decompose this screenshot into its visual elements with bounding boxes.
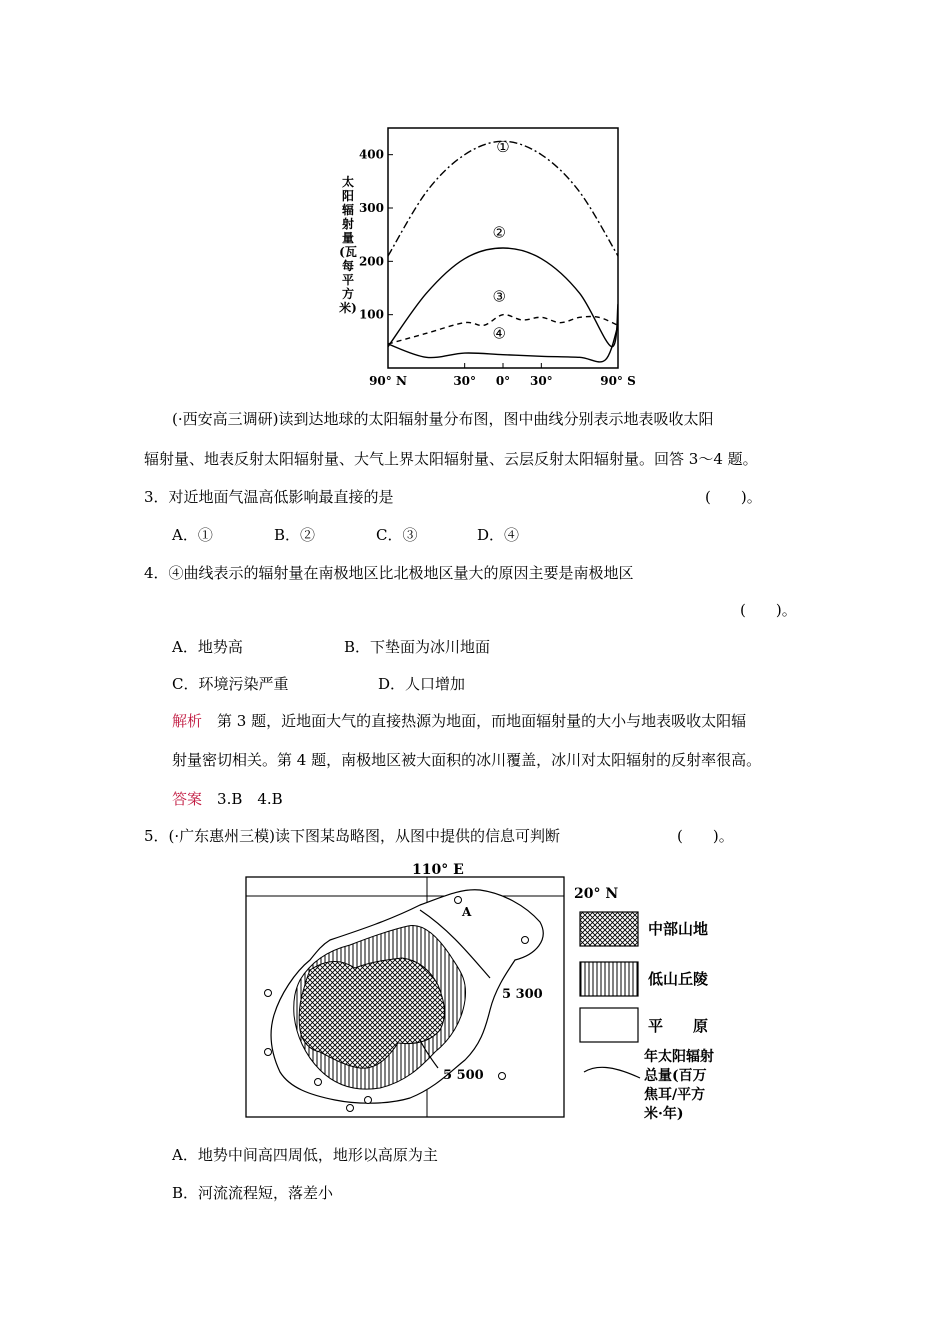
answer-line [172,789,283,809]
longitude-label: 110° E [412,862,464,878]
radiation-chart [330,122,640,394]
legend-isoline-label-2: 总量(百万 [644,1068,707,1084]
x-tick-label: 30° [529,374,553,388]
analysis-line2: 射量密切相关。第 4 题，南极地区被大面积的冰川覆盖，冰川对太阳辐射的反射率很高。 [172,751,762,769]
legend-plain-label: 平 原 [648,1017,709,1035]
y-title-char: 米) [339,301,357,315]
legend-mountain-label: 中部山地 [648,920,709,938]
q5-option-a: A．地势中间高四周低，地形以高原为主 [172,1146,438,1164]
q4-bracket: ( )。 [740,601,797,619]
y-title-char: 阳 [341,189,355,203]
legend-isoline-sample [584,1067,640,1078]
y-title-char: (瓦 [339,245,357,259]
legend-hills-swatch [580,962,638,996]
q3-option-a: A．① [172,526,213,544]
y-title-char: 每 [341,259,355,273]
curve-label-3: ③ [492,287,506,306]
analysis-line1 [172,711,746,731]
curve-label-1: ① [496,138,510,156]
y-tick-label: 100 [358,307,384,322]
y-title-char: 射 [341,217,355,231]
curve-labels [492,138,509,343]
latitude-label: 20° N [574,886,619,902]
y-tick-label: 400 [358,147,384,162]
legend-mountain-swatch [580,912,638,946]
x-tick-label: 0° [495,374,511,388]
iso-5300-label: 5 300 [502,987,543,1002]
legend-hills-label: 低山丘陵 [648,970,709,988]
q-intro-line2: 辐射量、地表反射太阳辐射量、大气上界太阳辐射量、云层反射太阳辐射量。回答 3～4 题。 [144,450,758,468]
q5-stem: 5．(·广东惠州三模)读下图某岛略图，从图中提供的信息可判断 [144,827,561,845]
q4-stem: 4．④曲线表示的辐射量在南极地区比北极地区量大的原因主要是南极地区 [144,564,634,582]
iso-5500-label: 5 500 [443,1068,484,1083]
q3-stem: 3．对近地面气温高低影响最直接的是 [144,488,394,506]
x-axis-ticks [369,363,636,388]
q4-option-d: D．人口增加 [378,675,466,693]
answer-label: 答案 [172,790,203,808]
curve-label-4: ④ [492,324,506,343]
answer-text: 3.B 4.B [217,790,283,808]
q4-option-c: C．环境污染严重 [172,675,289,693]
legend-isoline-label-1: 年太阳辐射 [644,1049,714,1065]
y-title-char: 量 [341,231,355,245]
legend-isoline-label-3: 焦耳/平方 [644,1087,706,1103]
q5-bracket: ( )。 [677,827,734,845]
q-intro-line1: (·西安高三调研)读到达地球的太阳辐射量分布图，图中曲线分别表示地表吸收太阳 [172,410,714,428]
y-axis-title [338,174,357,315]
legend-plain-swatch [580,1008,638,1042]
q3-bracket: ( )。 [705,488,762,506]
curve-label-2: ② [492,223,506,242]
q4-option-a: A．地势高 [172,638,243,656]
q3-option-c: C．③ [376,526,418,544]
y-tick-label: 300 [358,201,384,215]
q4-option-b: B．下垫面为冰川地面 [344,638,491,656]
y-title-char: 平 [341,273,355,287]
q3-option-d: D．④ [477,526,520,544]
q5-option-b: B．河流流程短，落差小 [172,1184,334,1202]
point-a-label: A [462,905,472,919]
q3-option-b: B．② [274,526,316,544]
x-tick-label: 90° S [600,374,636,388]
y-title-char: 辐 [341,203,355,217]
y-title-char: 太 [341,175,355,189]
island-map [240,860,720,1125]
analysis-label: 解析 [172,712,203,730]
legend-isoline-label-4: 米·年) [644,1106,684,1122]
y-tick-label: 200 [358,254,384,269]
x-tick-label: 30° [453,374,477,388]
x-tick-label: 90° N [369,374,407,388]
y-title-char: 方 [341,287,355,301]
analysis-text1: 第 3 题，近地面大气的直接热源为地面，而地面辐射量的大小与地表吸收太阳辐 [217,712,747,730]
